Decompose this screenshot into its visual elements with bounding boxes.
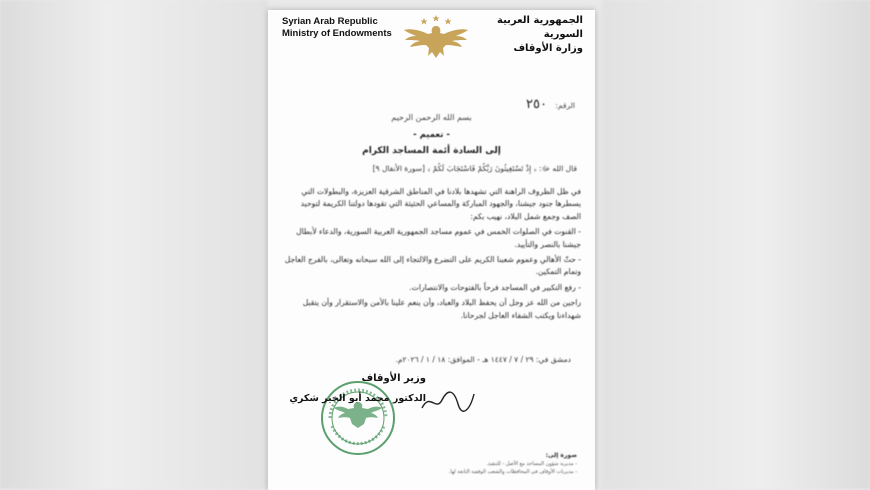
reference-value: ٢٥٠ — [526, 97, 547, 112]
letterhead-english — [282, 16, 392, 40]
basmala: بسم الله الرحمن الرحيم — [391, 113, 472, 122]
body-item-3: - رفع التكبير في المساجد فرحاً بالفتوحات والانتصارات. — [409, 282, 581, 292]
letter-body — [281, 186, 581, 325]
addressee-line: إلى السادة أئمة المساجد الكرام — [362, 146, 501, 156]
signature-block — [286, 372, 426, 405]
background-blur-left — [0, 0, 268, 489]
reference-label: الرقم: — [555, 101, 575, 110]
reference-number — [526, 97, 575, 112]
document-page — [268, 10, 595, 490]
body-item-1: - القنوت في الصلوات الخمس في عموم مساجد الجمهورية العربية السورية، والدعاء لأبطال جيشنا بالنصر والتأييد. — [296, 227, 581, 249]
eagle-emblem-icon — [402, 12, 470, 66]
cc-title: صورة إلى: — [545, 452, 577, 459]
quran-verse: قال الله ﷻ: ﴿ إِذْ تَسْتَغِيثُونَ رَبَّكُمْ فَاسْتَجَابَ لَكُمْ ﴾ [سورة الأنفال ٩] — [372, 164, 577, 173]
background-blur-right — [602, 0, 870, 489]
cc-line-2: - مديريات الأوقاف في المحافظات والشعب الوقفية التابعة لها. — [448, 469, 577, 475]
body-item-2: - حثّ الأهالي وعموم شعبنا الكريم على التضرع والالتجاء إلى الله سبحانه وتعالى، بالفرج العاجل وتمام التمكين. — [284, 255, 581, 277]
date-line: دمشق في: ٢٩ / ٧ / ١٤٤٧ هـ - الموافق: ١٨ / ١ / ٢٠٢٦م. — [395, 355, 571, 364]
body-intro: في ظل الظروف الراهنة التي تشهدها بلادنا في المناطق الشرقية العزيزة، والبطولات التي يسطرها جنود جيشنا، والجهود المباركة والمساعي الحثيثة التي تقودها دولتنا الكريمة لتوحيد الصف وجمع شمل البلاد، نهيب بكم: — [300, 187, 581, 221]
letterhead-ar-country: الجمهورية العربية السورية — [497, 15, 583, 40]
cc-list — [357, 452, 577, 476]
signature-title: وزير الأوقاف — [361, 373, 426, 384]
handwritten-signature-icon — [418, 386, 478, 416]
letterhead-en-ministry: Ministry of Endowments — [282, 28, 392, 39]
signature-name: الدكتور محمد أبو الخير شكري — [289, 393, 426, 404]
body-closing: راجين من الله عز وجل أن يحفظ البلاد والعباد، وأن ينعم علينا بالأمن والاستقرار وأن يتقبل شهداءنا ويكتب الشفاء العاجل لجرحانا. — [302, 298, 581, 320]
circular-heading: - تعميم - — [413, 130, 450, 140]
letterhead-arabic — [483, 14, 583, 56]
letterhead-ar-ministry: وزارة الأوقاف — [513, 43, 583, 54]
letterhead-en-country: Syrian Arab Republic — [282, 16, 378, 27]
cc-line-1: - مديرية شؤون المساجد مع الأصل - للتنفيذ. — [486, 461, 577, 467]
